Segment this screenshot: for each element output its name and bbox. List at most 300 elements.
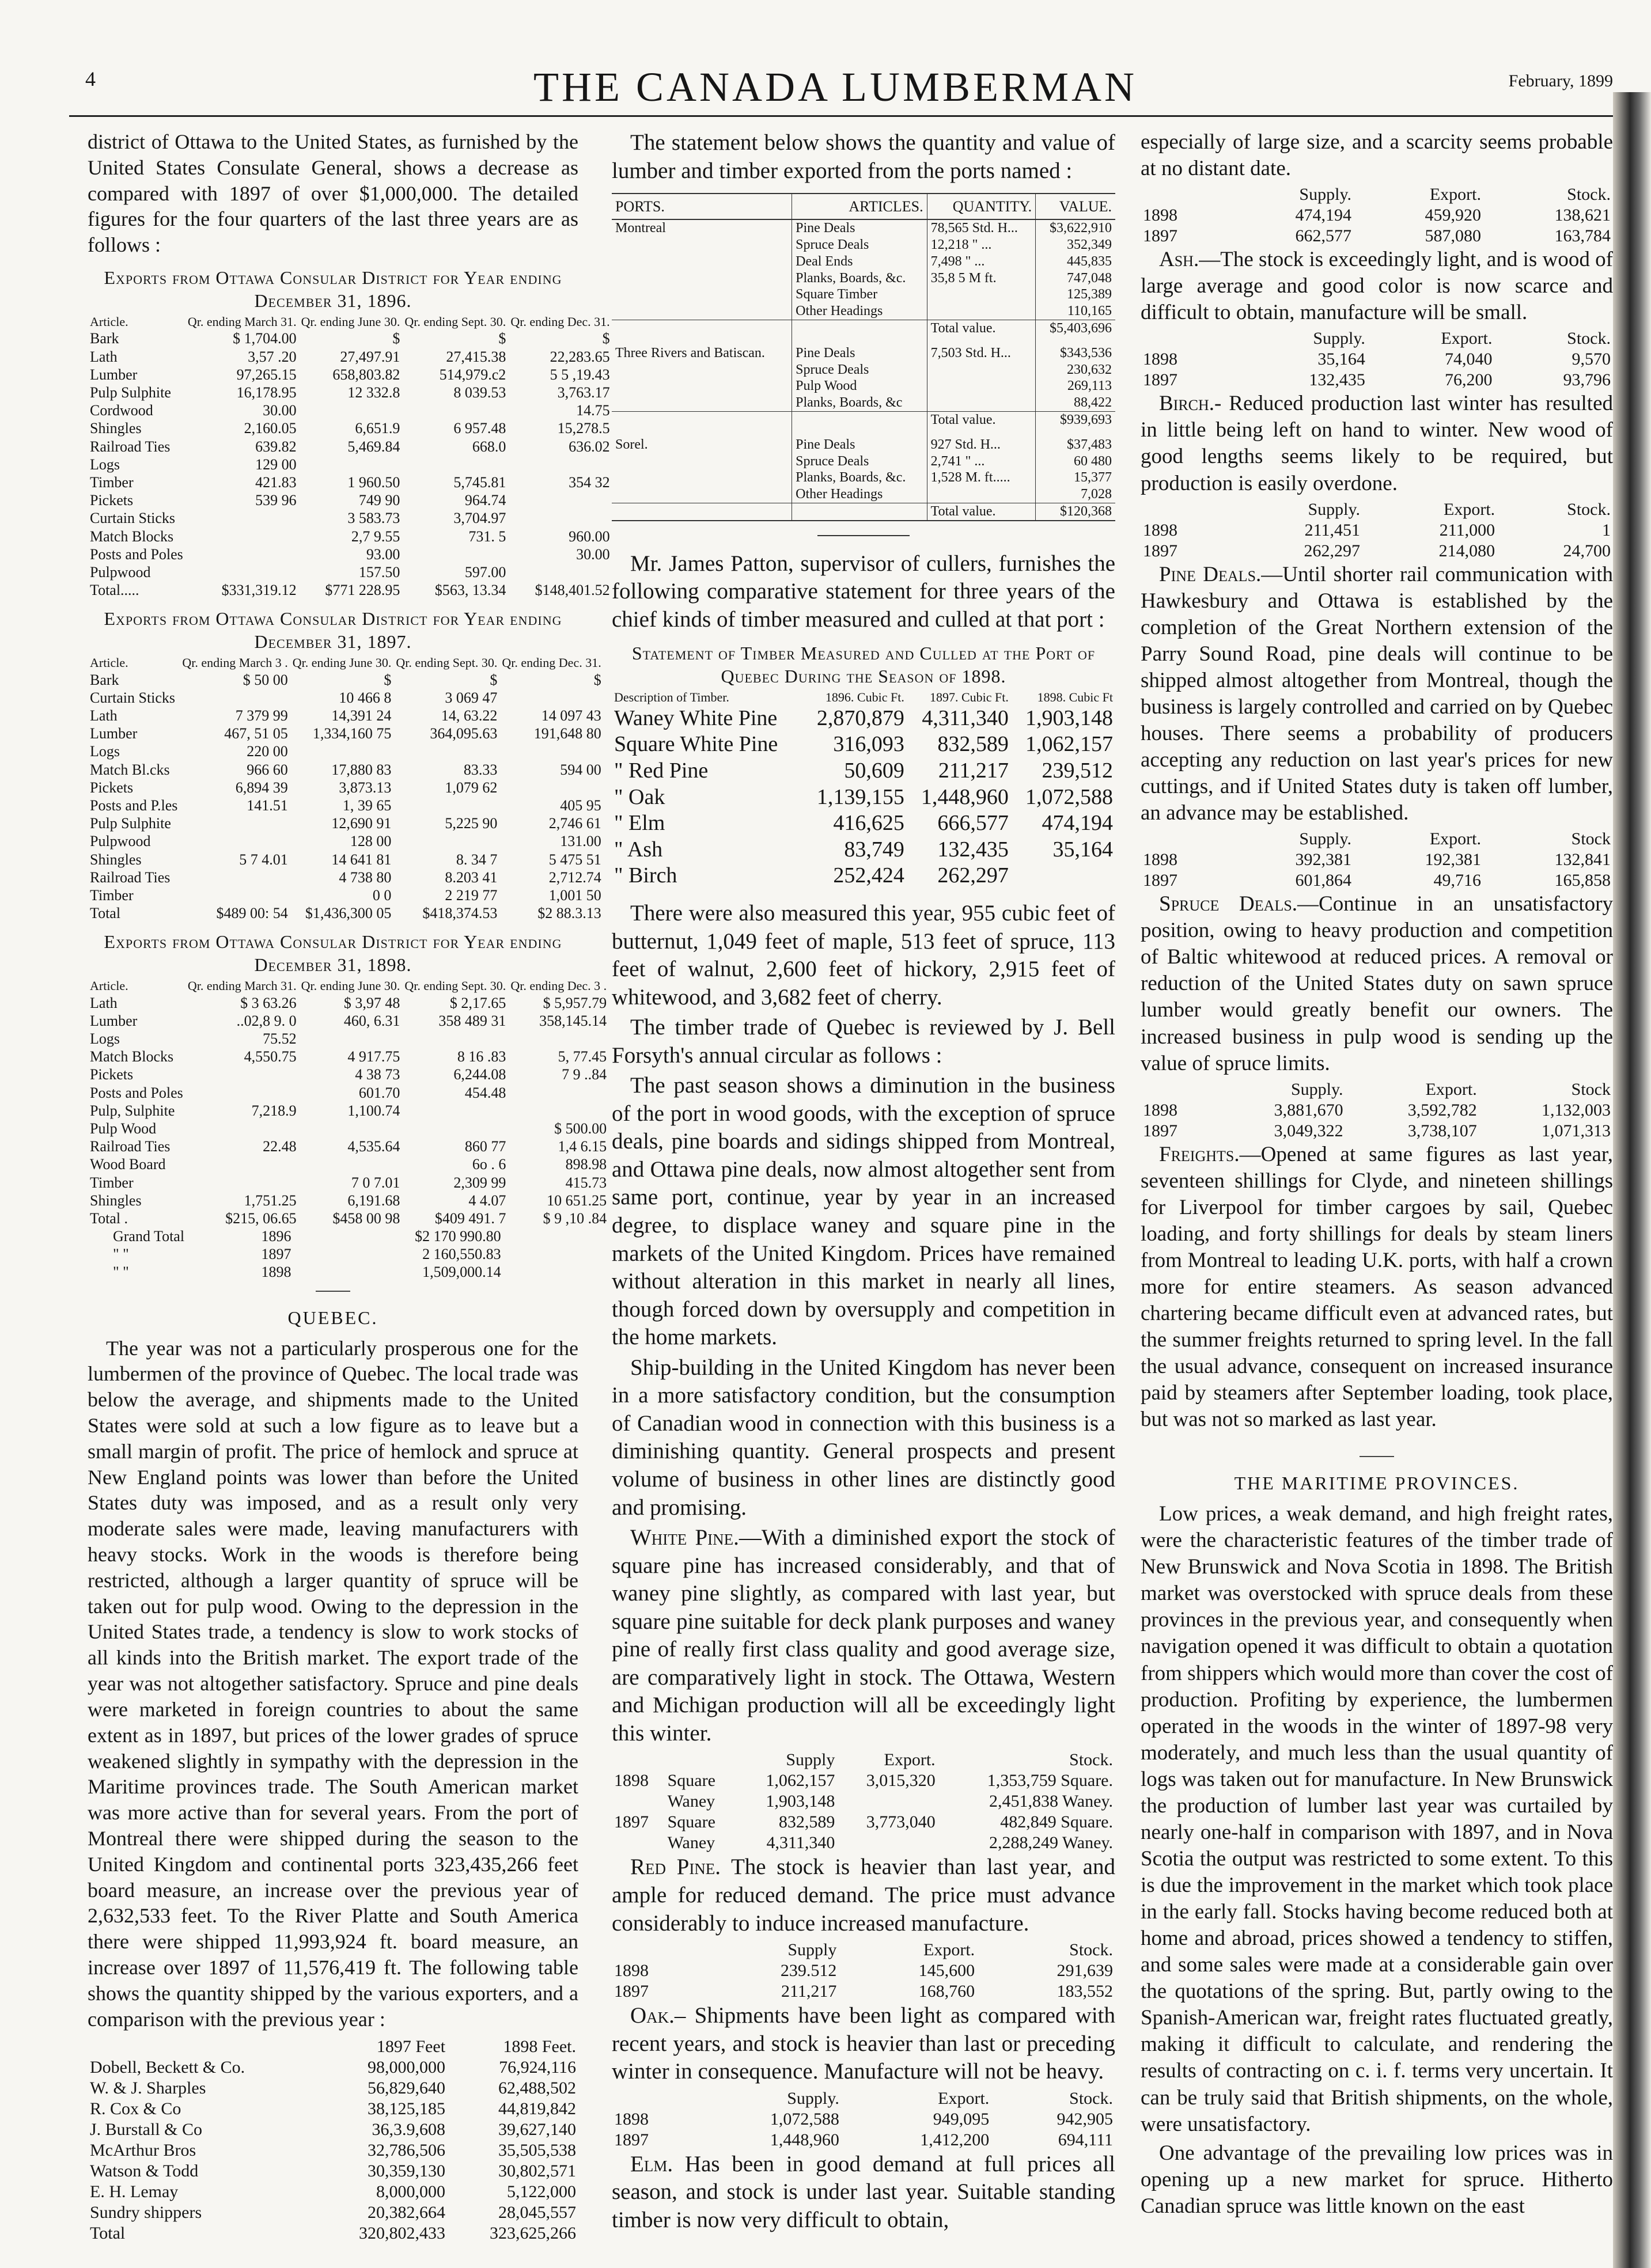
table-cell [927,362,1036,378]
table-cell: $939,693 [1036,412,1115,428]
table-cell: Spruce Deals [792,453,927,470]
table-cell: $5,403,696 [1036,320,1115,337]
table-cell: Pine Deals [792,219,927,237]
table-cell: 7 9 ..84 [562,1066,607,1083]
table-cell: 316,093 [833,732,904,757]
table-cell: 2,712.74 [548,868,601,886]
table-cell: Pulp Wood [792,378,927,395]
table-row [88,761,604,779]
table-cell: 35,505,538 [498,2141,576,2160]
column-header: Export. [1444,499,1495,519]
table-cell: 1,139,155 [816,784,904,809]
table-row [1141,1100,1613,1121]
table-cell: 1,353,759 Square. [987,1771,1113,1791]
table-cell [299,456,403,473]
table-row [88,832,604,850]
table-cell: Total..... [90,582,139,599]
table-cell: 694,111 [1058,2130,1113,2149]
table-cell: 211,217 [938,758,1009,783]
table-row [88,1084,609,1102]
table-cell: 30,359,130 [368,2161,446,2181]
column-header: Stock. [1567,185,1611,204]
table-cell: 262,297 [937,863,1009,888]
table-cell: $ [384,671,392,688]
table-cell: 128 00 [350,833,392,850]
column-header: Article. [90,314,128,329]
table-cell: 239.512 [780,1961,837,1981]
table-cell: 3,881,670 [1274,1100,1343,1120]
table-cell: 7 379 99 [235,707,288,725]
table-cell: 3,738,107 [1407,1121,1477,1140]
exports-1897-title: Exports from Ottawa Consular District for Year ending December 31, 1897. [104,608,562,653]
total-row [612,503,1115,521]
table-cell: 354 32 [569,473,610,491]
column-header: Stock [1571,829,1611,849]
table-cell: Planks, Boards, &c [792,395,927,411]
table-cell [299,1155,403,1173]
table-row [1141,205,1613,226]
table-cell: $ 3,97 48 [343,994,400,1011]
table-cell: 75.52 [263,1030,297,1048]
table-cell: Lath [90,348,118,365]
table-cell: 597.00 [464,563,506,581]
shippers-table [88,2036,578,2244]
column-header: Supply [786,1750,835,1770]
table-cell [185,1155,299,1173]
grand-total-table [111,1227,503,1281]
table-cell: 4 38 73 [355,1066,400,1083]
header-row [1141,328,1613,349]
table-cell: 1896 [261,1228,291,1245]
table-cell: 927 Std. H... [927,437,1036,453]
table-row [88,545,612,563]
table-cell: 230,632 [1036,362,1115,378]
table-cell: 38,125,185 [368,2099,446,2119]
table-cell: Match Blocks [90,528,174,545]
table-cell: 358,145.14 [539,1012,607,1029]
table-cell: 28,045,557 [498,2203,576,2223]
table-row [612,303,1115,320]
table-cell: 3,57 .20 [248,348,297,365]
table-cell: 1898 [614,1771,649,1791]
table-cell: " Birch [614,863,677,888]
table-cell: 1,448,960 [770,2130,839,2149]
table-row [88,2099,578,2119]
oak-heading: Oak. [630,2003,675,2028]
table-row [88,2140,578,2161]
table-cell: 1897 [1143,871,1177,890]
table-cell: 1898 [1143,206,1177,225]
table-cell: 20,382,664 [368,2203,446,2223]
table-cell: Waney [667,1792,715,1811]
table-cell: Timber [90,886,134,904]
table-cell: 16,178.95 [236,384,297,401]
table-cell: 269,113 [1036,378,1115,395]
total-row [88,2223,578,2244]
exports-1897-table [88,655,604,922]
column-header: Supply. [787,2088,839,2108]
table-cell: Sundry shippers [90,2203,202,2223]
freights-heading: Freights. [1159,1142,1240,1166]
table-cell: 1,072,588 [1025,784,1113,809]
column-header [1141,829,1224,849]
table-cell: 110,165 [1036,303,1115,320]
table-row [612,863,1115,889]
table-cell: " " [113,1264,129,1281]
column-header: 1897 Feet [376,2037,446,2057]
table-cell: 731. 5 [468,528,506,545]
table-cell [612,362,792,378]
table-cell: Three Rivers and Batiscan. [615,345,765,361]
table-row [612,1960,1115,1981]
table-row [612,731,1115,758]
table-cell: $1,436,300 05 [305,905,392,922]
table-cell: 323,625,266 [490,2224,576,2243]
header-row [88,978,609,993]
table-cell: 6,651.9 [355,420,400,437]
table-cell: 5,469.84 [347,438,400,455]
table-row [88,689,604,707]
table-cell: Bark [90,671,119,688]
table-cell: Match Bl.cks [90,761,170,778]
column-header: Qr. ending Sept. 30. [396,655,498,670]
table-cell: " Elm [614,811,665,836]
table-row [88,329,612,347]
table-cell: 145,600 [918,1961,975,1981]
table-cell: 2,288,249 Waney. [989,1833,1113,1853]
table-cell [402,401,508,419]
table-cell [185,1174,299,1192]
table-cell: E. H. Lemay [90,2182,179,2202]
table-cell: Logs [90,743,120,760]
table-cell: 39,627,140 [498,2120,576,2140]
column-header [612,1940,701,1960]
table-cell [402,456,508,473]
table-cell: 5 5 ,19.43 [550,366,610,383]
table-cell: Timber [90,473,134,491]
table-cell: $ 5,957.79 [543,994,607,1011]
table-row [88,2202,578,2223]
table-cell [927,303,1036,320]
column-header: Qr. ending June 30. [292,655,392,670]
birch-paragraph: Birch.- Reduced production last winter has resulted in little being left on hand to winter. New wood of good lengths seems likely to be required, but production is easily overdone. [1141,392,1613,495]
table-row [612,469,1115,486]
column-header: Stock. [1567,499,1611,519]
table-cell: Logs [90,1030,120,1048]
table-cell: 76,924,116 [499,2058,576,2077]
table-cell [185,528,299,545]
table-row [88,1065,609,1083]
table-cell: 1,132,003 [1542,1100,1611,1120]
table-cell [927,486,1036,503]
table-cell: 50,609 [844,758,904,783]
table-cell: 1,001 50 [548,886,601,904]
table-cell: 1 [1602,520,1611,540]
table-cell: 6 957.48 [453,420,506,437]
table-cell [290,742,394,760]
table-cell: 10 466 8 [339,689,392,706]
table-cell: 3,704.97 [453,510,506,527]
table-cell: Total value. [927,412,1036,428]
table-cell: " Red Pine [614,758,709,783]
table-cell: 949,095 [933,2109,990,2129]
table-row [88,2078,578,2099]
table-cell: 1,448,960 [921,784,1009,809]
table-cell: 454.48 [464,1084,506,1101]
table-cell: Total . [90,1209,128,1227]
total-row [612,412,1115,428]
table-row [88,1120,609,1137]
table-cell [927,286,1036,303]
table-cell: Match Blocks [90,1048,174,1065]
table-cell: $ 500.00 [554,1120,607,1137]
table-cell: 1898 [614,2109,649,2129]
table-cell: 3 583.73 [347,510,400,527]
table-cell: Lumber [90,725,138,742]
table-cell: 1,509,000.14 [422,1264,501,1281]
oak-table [612,2088,1115,2151]
column-header: Qr. ending March 3 . [182,655,288,670]
table-cell [393,797,499,814]
table-cell: 262,297 [1304,541,1361,560]
table-cell: 4,311,340 [766,1833,835,1853]
column-3 [1141,129,1613,2222]
table-cell: Pickets [90,492,134,509]
table-cell: 666,577 [937,811,1009,836]
table-cell: Curtain Sticks [90,689,176,706]
table-cell: 4,535.64 [347,1138,400,1155]
table-cell: $563, 13.34 [434,582,506,599]
table-cell [185,509,299,527]
column-header: Export. [1429,185,1481,204]
quebec-heading: QUEBEC. [287,1307,378,1328]
table-cell: $2 88.3.13 [537,905,601,922]
oak-paragraph: Oak.– Shipments have been light as compared with recent years, and stock is heavier than last or preceding winter in consequence. Manufacture will not be heavy. [612,2003,1115,2084]
table-cell: Shingles [90,420,142,437]
table-cell: McArthur Bros [90,2141,196,2160]
table-row [88,671,604,689]
table-cell: 1 960.50 [347,473,400,491]
ash-paragraph: Ash.—The stock is exceedingly light, and is wood of large average and good color is now scarce and difficult to obtain, manufacture will be small. [1141,248,1613,325]
red-pine-paragraph: Red Pine. The stock is heavier than last year, and ample for reduced demand. The price must advance considerably to induce increased manufacture. [612,1854,1115,1936]
table-cell [393,832,499,850]
table-cell: 639.82 [255,438,297,455]
column-header: Supply. [1308,499,1361,519]
table-cell: 8 16 .83 [457,1048,506,1065]
column-header: Stock. [1069,1940,1113,1960]
table-cell: 2,7 9.55 [351,528,400,545]
table-cell: Pulp, Sulphite [90,1102,175,1119]
column-header: Export. [923,1940,975,1960]
ash-heading: Ash. [1159,248,1199,272]
table-cell: $ 50 00 [243,671,288,688]
table-cell: Square White Pine [614,732,778,757]
table-row [88,1030,609,1048]
table-cell [402,1120,508,1137]
table-cell [499,742,603,760]
table-cell: 30.00 [576,545,610,563]
table-cell [612,469,792,486]
column-header [665,1750,737,1770]
table-cell: Other Headings [792,486,927,503]
table-cell: 1,334,160 75 [312,725,392,742]
table-cell: Shingles [90,851,142,868]
table-cell: 35,8 5 M ft. [927,270,1036,287]
table-cell [185,1065,299,1083]
column-1 [88,129,610,2244]
quebec-paragraph: The year was not a particularly prosperous one for the lumbermen of the province of Quebec. The local trade was below the average, and shipments made to the United States were sold at such a low figure as to leave but a small margin of profit. The price of hemlock and spruce at New England points was lower than before the United States duty was imposed, and as a result only very moderate sales were made, leaving manufacturers with heavy stocks. Work in the woods is therefore being restricted, although a larger quantity of spruce will be taken out for pulp wood. Owing to the depression in the United States trade, a tendency is slow to work stocks of all kinds into the British market. The export trade of the year was not altogether satisfactory. Spruce and pine deals were marketed in foreign countries to about the same extent as in 1897, but prices of the lower grades of spruce weakened slightly in sympathy with the depression in the Maritime provinces trade. The South American market was more active than for several years. From the port of Montreal there were shipped during the season to the United Kingdom and continental ports 323,435,266 feet board measure, an increase over the previous year of 2,632,533 feet. To the River Platte and South America there were shipped 11,993,924 ft. board measure, an increase over 1897 of 11,576,419 ft. The following table shows the quantity shipped by the various exporters, and a comparison with the previous year : [88,1336,578,2031]
table-cell: 74,040 [1445,350,1493,369]
table-cell: 12,690 91 [331,815,392,832]
col3-top-paragraph: especially of large size, and a scarcity seems probable at no distant date. [1141,130,1613,181]
table-cell: 4,550.75 [244,1048,297,1065]
table-cell: $ [498,330,506,347]
table-cell: Curtain Sticks [90,510,176,527]
spruce-deals-heading: Spruce Deals. [1159,892,1298,916]
table-cell: 35,164 [1052,837,1113,862]
table-cell: 97,265.15 [236,366,297,383]
table-cell: 514,979.c2 [439,366,506,383]
page-edge-shadow [1613,92,1651,2268]
table-cell: 1897 [614,2130,649,2149]
table-cell [792,320,927,337]
table-cell [612,503,792,521]
table-cell: $ [593,671,601,688]
publication-title: THE CANADA LUMBERMAN [533,64,1138,110]
table-cell: $ 2,17.65 [449,994,506,1011]
table-cell: Logs [90,456,120,473]
table-cell: 291,639 [1057,1961,1113,1981]
table-row [612,1833,1115,1853]
table-cell: 7,503 Std. H... [927,345,1036,362]
table-row [88,384,612,401]
col2-intro: The statement below shows the quantity and value of lumber and timber exported from the ports named : [612,130,1115,183]
table-cell [299,401,403,419]
table-cell: 3,592,782 [1407,1100,1477,1120]
table-row [612,270,1115,287]
table-cell: 2,160.05 [244,420,297,437]
masthead [58,63,1613,109]
table-cell [508,491,612,509]
table-cell [612,1833,665,1853]
table-cell: 668.0 [472,438,506,455]
header-row [88,655,604,670]
table-row [612,1791,1115,1812]
issue-date: February, 1899 [1508,71,1613,90]
column-header: Article. [90,978,128,993]
header-row [1141,499,1613,520]
table-row [88,1155,609,1173]
table-row [88,994,609,1012]
table-row [612,1812,1115,1833]
table-cell [612,453,792,470]
table-row [88,1174,609,1192]
column-header: Qr. ending Dec. 31. [510,314,610,329]
header-row [612,2088,1115,2109]
elm-heading: Elm. [630,2151,673,2176]
table-cell [508,1084,609,1102]
table-row [88,509,612,527]
table-cell: 6,894 39 [235,779,288,796]
table-cell: Railroad Ties [90,868,171,886]
table-cell: Pulp Sulphite [90,815,171,832]
table-row [88,366,612,384]
section-divider [316,1291,350,1292]
table-cell: 1,528 M. ft..... [927,469,1036,486]
table-cell [185,563,299,581]
table-cell: 474,194 [1295,206,1351,225]
table-cell: 83.33 [463,761,498,778]
table-cell [927,395,1036,411]
table-row [88,528,612,545]
table-row [88,868,604,886]
table-cell: 8.203 41 [445,868,498,886]
table-cell: 1897 [1143,541,1177,560]
column-header: Supply. [1313,329,1365,348]
table-row [88,2057,578,2078]
table-cell: 17,880 83 [331,761,392,778]
table-cell [508,1102,609,1120]
birch-table [1141,499,1613,562]
table-row [88,1048,609,1065]
table-cell: 98,000,000 [368,2058,446,2077]
table-cell: $ 1,704.00 [233,330,297,347]
table-cell [612,270,792,287]
column-header: 1898. Cubic Ft [1037,690,1113,705]
table-cell: 832,589 [778,1812,835,1832]
table-cell: 5,745.81 [453,473,506,491]
table-cell: 1897 [614,1812,649,1832]
table-row [612,758,1115,784]
table-cell: 14 641 81 [331,851,392,868]
column-2 [612,129,1115,2236]
table-cell: 8. 34 7 [456,851,498,868]
red-pine-heading: Red Pine. [630,1854,721,1880]
table-cell: 601,864 [1295,871,1351,890]
table-cell: 6,191.68 [347,1192,400,1209]
table-cell: J. Burstall & Co [90,2120,203,2140]
table-cell: 460, 6.31 [343,1012,400,1029]
table-cell: 131.00 [560,833,601,850]
page-number: 4 [85,67,96,90]
table-cell: 747,048 [1036,270,1115,287]
pine-deals-table [1141,829,1613,891]
column-header: Article. [90,655,128,670]
table-cell: 157.50 [358,563,400,581]
table-cell: 10 651.25 [547,1192,607,1209]
table-cell [180,886,290,904]
table-cell: Pickets [90,1066,134,1083]
table-cell: $ 9 ,10 .84 [543,1209,607,1227]
table-cell: Posts and Poles [90,1084,183,1101]
table-cell: 459,920 [1425,206,1481,225]
table-cell [185,1120,299,1137]
table-cell [508,1030,609,1048]
table-row [111,1227,503,1245]
table-cell: 8,000,000 [376,2182,446,2202]
table-cell: Grand Total [113,1228,185,1245]
table-cell: 32,786,506 [368,2141,446,2160]
table-cell: Planks, Boards, &c. [792,270,927,287]
column-header: 1896. Cubic Ft. [825,690,904,705]
table-cell: 1,4 6.15 [558,1138,607,1155]
table-cell: 56,829,640 [368,2079,446,2098]
table-cell: 1897 [1143,1121,1177,1140]
table-cell [612,237,792,253]
table-cell: 5,122,000 [507,2182,576,2202]
table-cell: 138,621 [1554,206,1611,225]
table-cell: 141.51 [247,797,288,814]
